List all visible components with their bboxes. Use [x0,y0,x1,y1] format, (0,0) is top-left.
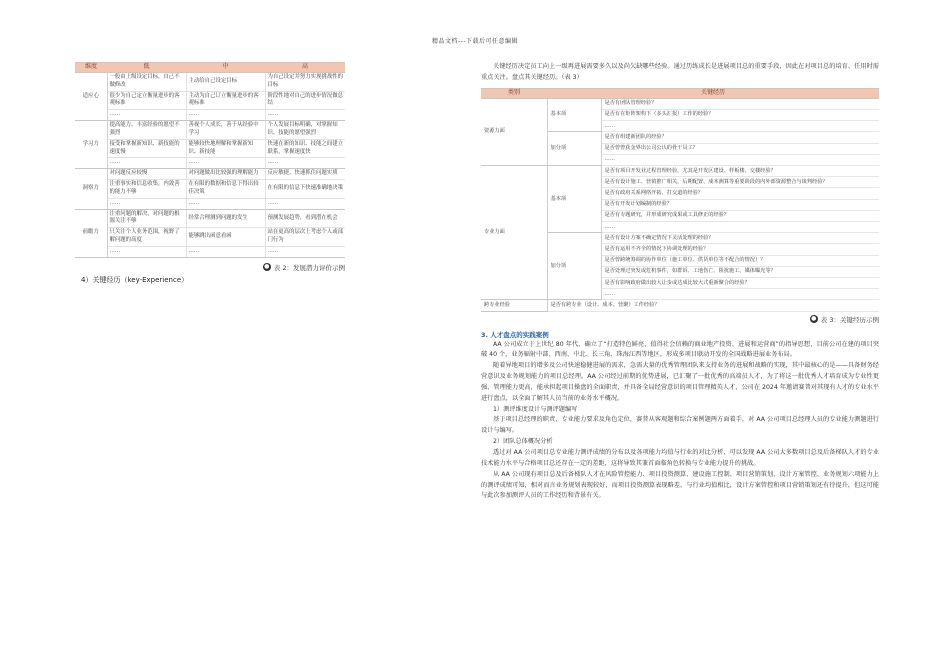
level-low-cell: 只关注个人业务范围，视野了解问题的高度 [107,228,186,247]
table-row [75,180,345,199]
table-row [481,165,879,176]
level-mid-cell: …… [186,110,265,121]
level-high-cell: 阶段性地对自己的进步情况做总结 [265,91,345,110]
section-key-experience-heading: 4）关键经历（key-Experience） [81,275,189,284]
experience-item-cell: 是否有团队管理经验？ [601,98,879,109]
table-row [75,228,345,247]
experience-item-cell: 是否有项目开发业过程管理经验，尤其是开发区建设、样板楼、交楼经验？ [601,165,879,176]
experience-item-cell: 是否有跨专业（设计、成本、营聚）工作经验？ [547,300,879,311]
right-column [481,62,879,502]
table3-header-experience: 关键经历 [547,88,879,98]
dimension-cell: 洞察力 [75,169,107,209]
level-high-cell: …… [265,198,345,209]
level-low-cell: 注重事实和信息收集，内敛善的能力不够 [107,180,186,199]
level-mid-cell: …… [186,158,265,169]
experience-item-cell: 是否有影响政府做出较大让步或达成比较大式重新聚合的经验？ [601,277,879,288]
level-high-cell: 个人发展目标明确，对掌握知识、技能的愿望强烈 [265,121,345,140]
experience-item-cell: 是否有运用不齐全的情况下协调处理的经验？ [601,244,879,255]
level-mid-cell: …… [186,246,265,257]
experience-item-cell: 是否有设计方案不确定情况下灵活处理的经验？ [601,233,879,244]
level-high-cell: 站在更高的层次上考虑个人或部门行为 [265,228,345,247]
level-mid-cell: 善视个人成长，善于从经验中学习 [186,121,265,140]
table-row [75,246,345,257]
table-row [75,110,345,121]
level-low-cell: 提高能力、丰富经验的愿望不强烈 [107,121,186,140]
experience-item-cell: 是否处理过突发或危机事件，如群诉、工地伤亡、阻扰施工，媒体曝光等？ [601,266,879,277]
level-low-cell: 一般由上级设定目标，自己不做修改 [107,73,186,92]
level-low-cell: …… [107,110,186,121]
table-row [75,91,345,110]
level-low-cell: …… [107,198,186,209]
level-mid-cell: …… [186,198,265,209]
level-low-cell: 注重问题的解决，对问题的根源关注不够 [107,209,186,228]
level-high-cell: 预测发展趋势，看到潜在机会 [265,209,345,228]
experience-item-cell: 是否有开发计划编制的经验？ [601,199,879,210]
subcategory-cell: 基本项 [547,165,601,232]
category-cell: 专业力面 [481,165,547,299]
table2-header-low: 低 [107,63,186,73]
step2-paragraph: 从 AA 公司现有项目总及后备梯队人才在风险管控能力、项目投资测算、建设施工控制、项目营销策划、设计方案管控、业务规划六项能力上的测评成绩可知，相对而言业务规划表现较好，而项目投资测算表现略差。与行业均值相比，设计方案管控和项目营销策划还有待提升，但这可能与此次参加测评人员的工作经历和背景有关。 [481,470,879,500]
level-low-cell: …… [107,158,186,169]
step1-heading: 1）测评维度设计与测评题编写 [493,405,578,413]
experience-item-cell: 是否有专题研究，并形成研究成果或工具修正的经验？ [601,210,879,221]
experience-item-cell: …… [601,121,879,132]
dimension-cell: 适应心 [75,73,107,121]
level-mid-cell: 在有限的数据和信息下得出较佳决策 [186,180,265,199]
experience-item-cell: 是否有组建新团队的经验？ [601,132,879,143]
table2-header-high: 高 [265,63,345,73]
experience-item-cell: …… [601,289,879,300]
level-mid-cell: 主动为自己订立衡量进步的客观标准 [186,91,265,110]
table3-caption [481,315,879,324]
table2-header-dimension: 维度 [75,63,107,73]
table-row [75,139,345,158]
level-low-cell: 很少为自己定立衡量进步的客观标准 [107,91,186,110]
table3-header-category: 类别 [481,88,547,98]
category-cell: 跨专业经验 [481,300,547,311]
level-low-cell: 对问题反应较慢 [107,169,186,180]
subcategory-cell: 加分项 [547,132,601,166]
level-high-cell: 反应敏捷，快速抓住问题实质 [265,169,345,180]
experience-item-cell: …… [601,221,879,232]
table-row [75,198,345,209]
subcategory-cell: 加分项 [547,233,601,300]
table2-caption [75,263,345,272]
table-row [75,158,345,169]
level-mid-cell: 能够较快地理解和掌握新知识、新技能 [186,139,265,158]
step1-paragraph: 基于项目总经理的职责、专业能力要求及角色定位，赛普从客观题和综合案例题两方面着手，对 AA 公司项目总经理人员的专业能力测题进行设计与编写。 [481,416,879,435]
level-high-cell: 快速在新的知识、技能之间建立联系，掌握速度快 [265,139,345,158]
page-header-note: 精品文档---下载后可任意编辑 [432,38,518,45]
experience-item-cell: …… [601,154,879,165]
table-row [75,121,345,140]
table3-caption-text: 表 3：关键经历示例 [820,315,879,324]
potential-evaluation-table [75,62,345,258]
step2-paragraph: 透过对 AA 公司项目总专业能力测评成绩的分布以及各项能力均值与行业的对比分析，可以发现 AA 公司大多数项目总及后备梯队人才的专业技术能力水平与合格项目总还存在一定的差距，这将导致其兼首面临角色转换与专业能力提升的挑战。 [481,448,879,467]
table-row [75,209,345,228]
experience-item-cell: 是否曾曾获金界出公司公认的骨干员工？ [601,143,879,154]
level-low-cell: …… [107,246,186,257]
table2-caption-text: 表 2：发展潜力评价示例 [273,263,345,272]
table2-header-mid: 中 [186,63,265,73]
table-row [481,300,879,311]
step2-heading: 2）团队总体概况分析 [493,438,553,446]
level-mid-cell: 对问题做出比较强的理解能力 [186,169,265,180]
key-experience-intro: 关键经历决定员工向上一级再进展需要多久以及尚欠缺哪些经验。通过历练成长是进展项目总的重要手段，因此在对项目总的培育、任用时需重点关注。盘点其关键经历。（表 3） [481,63,879,81]
table-caption-icon: ● [811,315,817,323]
level-mid-cell: 经常合理测到问题的发生 [186,209,265,228]
table-row [75,73,345,92]
level-high-cell: …… [265,246,345,257]
dimension-cell: 学习力 [75,121,107,169]
level-high-cell: 在有限的信息下快速准确地决策 [265,180,345,199]
experience-item-cell: 是否有设计施工、营销推广相关，后期配置、成本测算等重要阶段的内外部资源整合与谈判经验？ [601,177,879,188]
level-high-cell: 为自己设定并努力实现挑战性的目标 [265,73,345,92]
case-paragraph: AA 公司成立于上世纪 80 年代，确立了“打造特色鲜亮、值得社会信赖的商业地产投资、进展和运营商”的指导思想，目前公司在建的项目突破 40 个，业务辐射中部、西南、中北、长三角、珠海江西等地区，形成多项目联动开发的全国战略进展业务布局。 [481,340,879,359]
key-experience-table [481,88,879,312]
table-caption-icon: ● [264,263,270,271]
level-mid-cell: 能够跳出函意看函 [186,228,265,247]
table-row [75,169,345,180]
left-column [75,62,345,285]
case-paragraph: 随着异地项目的增多及公司快速稳健进展的需求，急需大量的优秀管理团队来支持业务的进展和战略的实现，其中最核心的是——具备财务经营意识及业务规划能力的项目总经理。AA 公司经过前期的优势进展，已汇聚了一批优秀的高端员人才，为了将这一批优秀人才培育成为专业性更强、管理能力更高，能承担起项目操盘的全面职责，并具备全局经营意识的项目管理精英人才，公司在 2024 年邀请赛普对其现有人才的专业水平进行盘点，以全面了解其人员当前的业务水平概况。 [481,362,879,402]
level-low-cell: 接受和掌握新知识、新技能的速度慢 [107,139,186,158]
level-mid-cell: 主动给自己设定目标 [186,73,265,92]
table-row [481,98,879,109]
dimension-cell: 前瞻力 [75,209,107,257]
experience-item-cell: 是否曾跨统筹调的协作单位（施工单位、供货单位等不配合的情况）？ [601,255,879,266]
section-case-study-heading: 3. 人才盘点的实践案例 [481,330,549,339]
level-high-cell: …… [265,110,345,121]
subcategory-cell: 基本项 [547,98,601,132]
level-high-cell: …… [265,158,345,169]
experience-item-cell: 是否有政府关系网络开拓、打交道的经验？ [601,188,879,199]
experience-item-cell: 是否有在矩阵架构下（多头汇报）工作的经验？ [601,109,879,120]
category-cell: 资源力面 [481,98,547,165]
